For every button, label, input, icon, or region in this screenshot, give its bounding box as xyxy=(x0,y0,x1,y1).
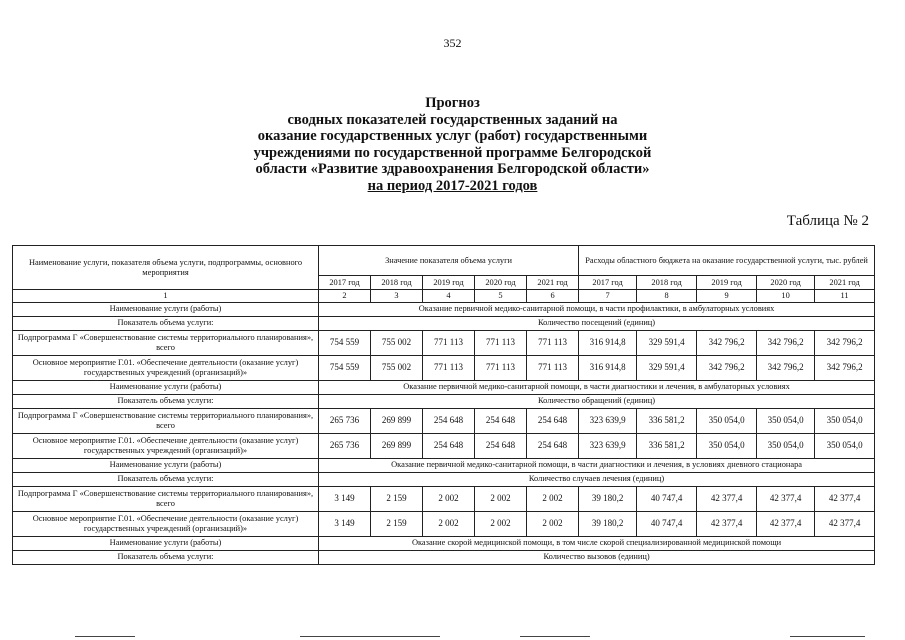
header-column-number: 4 xyxy=(423,290,475,303)
indicator-label: Показатель объема услуги: xyxy=(13,472,319,486)
volume-value: 2 002 xyxy=(527,486,579,511)
expense-value: 350 054,0 xyxy=(697,408,757,433)
expense-value: 40 747,4 xyxy=(637,486,697,511)
volume-value: 771 113 xyxy=(527,330,579,355)
title-line: учреждениями по государственной программе Белгородской xyxy=(253,144,652,161)
header-year: 2020 год xyxy=(757,276,815,290)
volume-value: 269 899 xyxy=(371,408,423,433)
expense-value: 336 581,2 xyxy=(637,408,697,433)
volume-value: 3 149 xyxy=(319,511,371,536)
expense-value: 42 377,4 xyxy=(697,486,757,511)
service-value: Оказание первичной медико-санитарной помощи, в части диагностики и лечения, в условиях дневного стационара xyxy=(319,458,875,472)
volume-value: 2 159 xyxy=(371,486,423,511)
volume-value: 771 113 xyxy=(527,355,579,380)
row-name: Подпрограмма Г «Совершенствование системы территориального планирования», всего xyxy=(13,408,319,433)
service-label: Наименование услуги (работы) xyxy=(13,458,319,472)
volume-value: 754 559 xyxy=(319,355,371,380)
expense-value: 40 747,4 xyxy=(637,511,697,536)
expense-value: 42 377,4 xyxy=(815,511,875,536)
service-label: Наименование услуги (работы) xyxy=(13,302,319,316)
header-year: 2018 год xyxy=(637,276,697,290)
expense-value: 42 377,4 xyxy=(697,511,757,536)
expense-value: 350 054,0 xyxy=(757,433,815,458)
service-value: Оказание первичной медико-санитарной помощи, в части профилактики, в амбулаторных условиях xyxy=(319,302,875,316)
volume-value: 771 113 xyxy=(423,330,475,355)
table-row xyxy=(13,330,875,355)
expense-value: 350 054,0 xyxy=(815,433,875,458)
service-row xyxy=(13,380,875,394)
footer-rule xyxy=(75,636,135,637)
volume-value: 771 113 xyxy=(475,330,527,355)
table-label: Таблица № 2 xyxy=(786,213,869,229)
header-year: 2020 год xyxy=(475,276,527,290)
service-row xyxy=(13,536,875,550)
indicator-row xyxy=(13,550,875,564)
expense-value: 316 914,8 xyxy=(579,330,637,355)
expense-value: 350 054,0 xyxy=(815,408,875,433)
title-line: сводных показателей государственных заданий на xyxy=(287,111,618,128)
indicator-label: Показатель объема услуги: xyxy=(13,394,319,408)
expense-value: 342 796,2 xyxy=(815,355,875,380)
expense-value: 342 796,2 xyxy=(815,330,875,355)
volume-value: 254 648 xyxy=(475,433,527,458)
expense-value: 342 796,2 xyxy=(757,330,815,355)
table-row xyxy=(13,486,875,511)
indicator-row xyxy=(13,394,875,408)
table-row xyxy=(13,433,875,458)
indicator-label: Показатель объема услуги: xyxy=(13,316,319,330)
page-number: 352 xyxy=(443,36,462,50)
title-line-period: на период 2017-2021 годов xyxy=(367,177,538,194)
header-column-number: 2 xyxy=(319,290,371,303)
header-expenses-group: Расходы областного бюджета на оказание государственной услуги, тыс. рублей xyxy=(579,246,875,276)
row-name: Подпрограмма Г «Совершенствование системы территориального планирования», всего xyxy=(13,330,319,355)
volume-value: 755 002 xyxy=(371,355,423,380)
expense-value: 323 639,9 xyxy=(579,433,637,458)
header-year: 2021 год xyxy=(815,276,875,290)
volume-value: 254 648 xyxy=(527,408,579,433)
volume-value: 2 159 xyxy=(371,511,423,536)
volume-value: 254 648 xyxy=(527,433,579,458)
indicator-row xyxy=(13,472,875,486)
expense-value: 39 180,2 xyxy=(579,511,637,536)
volume-value: 265 736 xyxy=(319,408,371,433)
volume-value: 2 002 xyxy=(423,511,475,536)
volume-value: 254 648 xyxy=(475,408,527,433)
volume-value: 254 648 xyxy=(423,408,475,433)
header-column-number: 10 xyxy=(757,290,815,303)
header-column-number: 7 xyxy=(579,290,637,303)
volume-value: 2 002 xyxy=(527,511,579,536)
indicator-label: Показатель объема услуги: xyxy=(13,550,319,564)
table-row xyxy=(13,511,875,536)
volume-value: 2 002 xyxy=(475,511,527,536)
document-title xyxy=(0,95,905,195)
header-column-number: 3 xyxy=(371,290,423,303)
expense-value: 42 377,4 xyxy=(757,511,815,536)
footer-rule xyxy=(520,636,590,637)
volume-value: 771 113 xyxy=(475,355,527,380)
header-column-number: 8 xyxy=(637,290,697,303)
header-year: 2019 год xyxy=(697,276,757,290)
volume-value: 254 648 xyxy=(423,433,475,458)
service-label: Наименование услуги (работы) xyxy=(13,536,319,550)
volume-value: 771 113 xyxy=(423,355,475,380)
expense-value: 42 377,4 xyxy=(757,486,815,511)
service-value: Оказание первичной медико-санитарной помощи, в части диагностики и лечения, в амбулаторных условиях xyxy=(319,380,875,394)
header-column-number: 6 xyxy=(527,290,579,303)
row-name: Основное мероприятие Г.01. «Обеспечение деятельности (оказание услуг) государственных учреждений (организаций)» xyxy=(13,355,319,380)
service-row xyxy=(13,302,875,316)
expense-value: 316 914,8 xyxy=(579,355,637,380)
table-row xyxy=(13,408,875,433)
header-year: 2017 год xyxy=(579,276,637,290)
row-name: Основное мероприятие Г.01. «Обеспечение деятельности (оказание услуг) государственных учреждений (организаций)» xyxy=(13,511,319,536)
header-year: 2018 год xyxy=(371,276,423,290)
expense-value: 329 591,4 xyxy=(637,330,697,355)
header-year: 2017 год xyxy=(319,276,371,290)
expense-value: 350 054,0 xyxy=(757,408,815,433)
volume-value: 3 149 xyxy=(319,486,371,511)
indicator-value: Количество обращений (единиц) xyxy=(319,394,875,408)
header-column-number: 5 xyxy=(475,290,527,303)
header-volume-group: Значение показателя объема услуги xyxy=(319,246,579,276)
header-year: 2021 год xyxy=(527,276,579,290)
indicator-value: Количество вызовов (единиц) xyxy=(319,550,875,564)
indicator-row xyxy=(13,316,875,330)
service-label: Наименование услуги (работы) xyxy=(13,380,319,394)
expense-value: 350 054,0 xyxy=(697,433,757,458)
row-name: Подпрограмма Г «Совершенствование системы территориального планирования», всего xyxy=(13,486,319,511)
expense-value: 323 639,9 xyxy=(579,408,637,433)
volume-value: 2 002 xyxy=(423,486,475,511)
header-column-number: 9 xyxy=(697,290,757,303)
expense-value: 329 591,4 xyxy=(637,355,697,380)
expense-value: 342 796,2 xyxy=(697,330,757,355)
title-line: оказание государственных услуг (работ) государственными xyxy=(257,128,648,145)
expense-value: 336 581,2 xyxy=(637,433,697,458)
header-service-name: Наименование услуги, показателя объема услуги, подпрограммы, основного мероприятия xyxy=(13,246,319,290)
table-row xyxy=(13,355,875,380)
volume-value: 265 736 xyxy=(319,433,371,458)
volume-value: 754 559 xyxy=(319,330,371,355)
indicator-value: Количество посещений (единиц) xyxy=(319,316,875,330)
expense-value: 342 796,2 xyxy=(697,355,757,380)
expense-value: 42 377,4 xyxy=(815,486,875,511)
header-column-number: 11 xyxy=(815,290,875,303)
header-column-number: 1 xyxy=(13,290,319,303)
volume-value: 2 002 xyxy=(475,486,527,511)
indicator-value: Количество случаев лечения (единиц) xyxy=(319,472,875,486)
footer-rule xyxy=(790,636,865,637)
title-line: области «Развитие здравоохранения Белгородской области» xyxy=(255,161,650,178)
expense-value: 39 180,2 xyxy=(579,486,637,511)
header-year: 2019 год xyxy=(423,276,475,290)
volume-value: 755 002 xyxy=(371,330,423,355)
row-name: Основное мероприятие Г.01. «Обеспечение деятельности (оказание услуг) государственных учреждений (организаций)» xyxy=(13,433,319,458)
service-value: Оказание скорой медицинской помощи, в том числе скорой специализированной медицинской помощи xyxy=(319,536,875,550)
expense-value: 342 796,2 xyxy=(757,355,815,380)
service-row xyxy=(13,458,875,472)
forecast-table xyxy=(12,245,875,565)
title-line: Прогноз xyxy=(425,95,480,111)
volume-value: 269 899 xyxy=(371,433,423,458)
footer-rule xyxy=(300,636,440,637)
